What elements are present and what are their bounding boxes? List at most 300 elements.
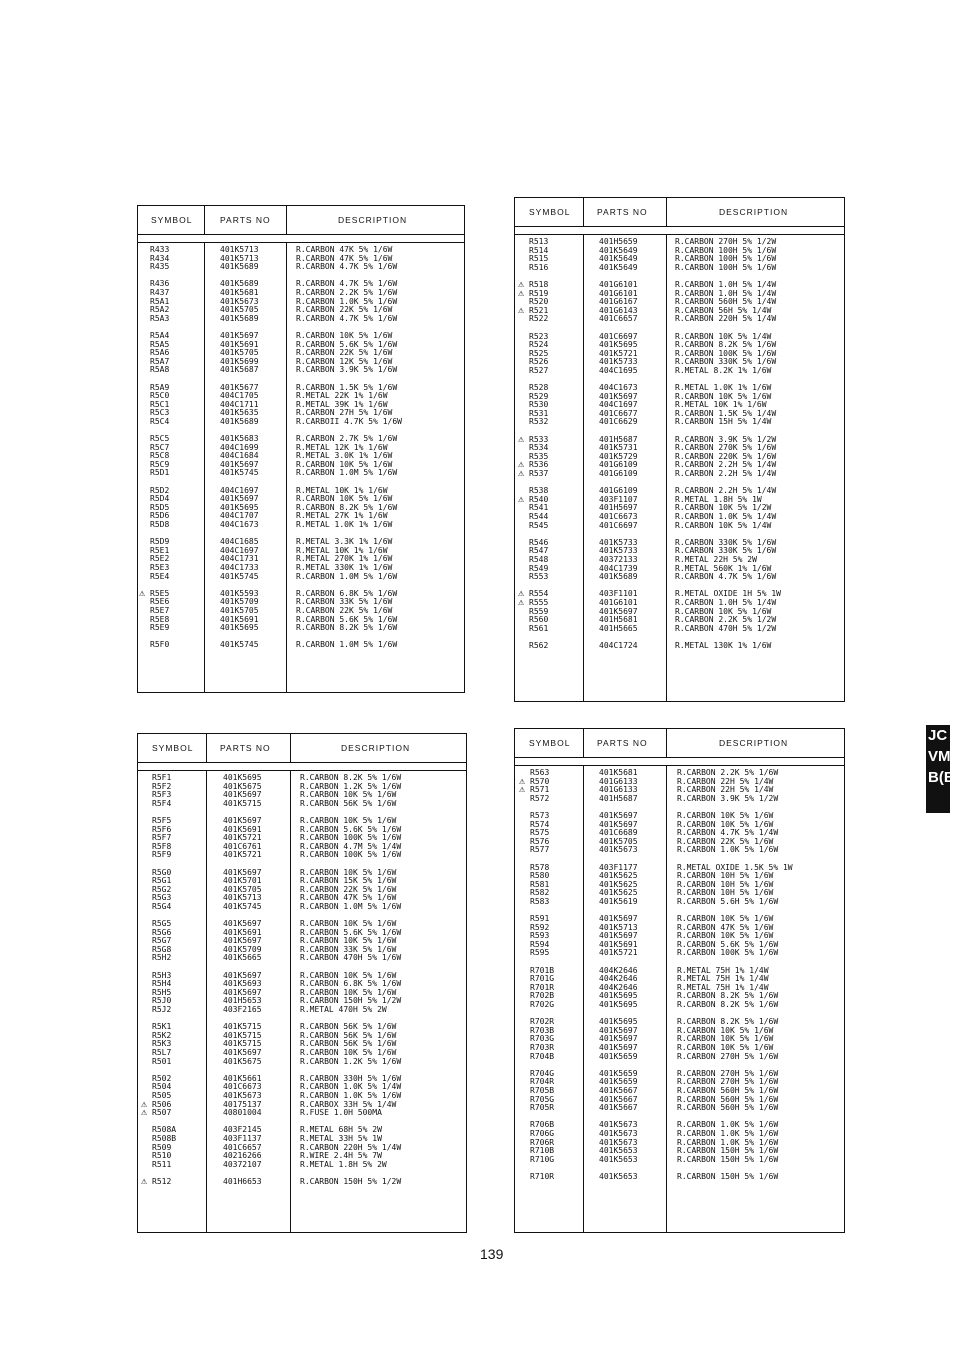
description-cell: R.CARBON 2.2H 5% 1/4W: [675, 469, 777, 479]
parts-no-cell: 403F1137: [223, 1133, 262, 1143]
symbol-cell: R5C7: [150, 442, 170, 452]
table-header: [515, 729, 844, 758]
table-row: [515, 1156, 844, 1165]
symbol-cell: R544: [529, 512, 549, 521]
description-cell: R.CARBON 1.0K 5% 1/6W: [677, 1120, 779, 1130]
parts-no-cell: 404C1685: [220, 537, 259, 547]
description-cell: R.CARBON 1.2K 5% 1/6W: [300, 1056, 402, 1066]
description-cell: R.CARBON 1.0H 5% 1/4W: [675, 597, 777, 607]
symbol-cell: R5F6: [152, 824, 172, 834]
description-cell: R.CARBON 1.0K 5% 1/6W: [677, 845, 779, 855]
parts-no-cell: 40216266: [223, 1151, 262, 1161]
description-cell: R.CARBON 100H 5% 1/6W: [675, 262, 777, 272]
description-cell: R.CARBON 5.6K 5% 1/6W: [300, 927, 402, 937]
parts-no-cell: 404C1684: [220, 451, 259, 461]
symbol-cell: R705R: [530, 1103, 555, 1113]
symbol-cell: R574: [530, 819, 550, 829]
symbol-cell: R5C1: [150, 399, 170, 409]
parts-no-cell: 401K5665: [223, 953, 262, 963]
parts-no-cell: 401K5699: [220, 356, 259, 366]
description-cell: R.CARBOII 4.7K 5% 1/6W: [296, 416, 402, 426]
description-cell: R.WIRE 2.4H 5% 7W: [300, 1151, 382, 1161]
parts-no-cell: 404C1697: [220, 485, 259, 495]
symbol-cell: R5A3: [150, 313, 170, 323]
parts-no-cell: 401K5697: [599, 819, 638, 829]
description-cell: R.CARBON 10K 5% 1/6W: [677, 1034, 774, 1044]
description-header: DESCRIPTION: [338, 215, 408, 225]
description-cell: R.METAL 75H 1% 1/4W: [677, 982, 769, 992]
description-cell: R.CARBON 56H 5% 1/4W: [675, 305, 772, 315]
description-cell: R.CARBON 100K 5% 1/6W: [300, 833, 402, 843]
parts-no-cell: 404C1697: [599, 400, 638, 410]
table-header: [515, 198, 844, 227]
side-tab: [926, 725, 964, 813]
symbol-cell: R5G6: [152, 927, 172, 937]
symbol-cell: R702B: [530, 991, 555, 1001]
parts-no-cell: 401C6761: [223, 841, 262, 851]
parts-no-cell: 401G6101: [599, 288, 638, 298]
parts-no-cell: 401H5687: [599, 793, 638, 803]
description-cell: R.CARBON 10K 5% 1/6W: [677, 810, 774, 820]
table-row: [515, 1104, 844, 1113]
description-cell: R.CARBON 10H 5% 1/6W: [677, 871, 774, 881]
symbol-cell: R511: [152, 1159, 172, 1169]
description-cell: R.CARBON 10K 5% 1/6W: [677, 1043, 774, 1052]
description-cell: R.METAL OXIDE 1H 5% 1W: [675, 589, 781, 599]
parts-no-cell: 401H5681: [599, 615, 638, 625]
symbol-cell: R594: [530, 939, 550, 949]
symbol-cell: R547: [529, 546, 549, 556]
parts-no-cell: 401K5691: [220, 339, 259, 349]
symbol-cell: R5D9: [150, 537, 170, 547]
symbol-cell: R533: [529, 434, 549, 444]
description-cell: R.METAL 560K 1% 1/6W: [675, 563, 772, 573]
parts-no-cell: 401K5659: [599, 1051, 638, 1061]
parts-no-cell: 401K5745: [220, 468, 259, 478]
parts-no-cell: 401H6653: [223, 1176, 262, 1186]
parts-no-cell: 404K2646: [599, 974, 638, 984]
symbol-cell: R537: [529, 469, 549, 479]
description-cell: R.METAL 10K 1% 1/6W: [296, 485, 388, 495]
symbol-cell: R706G: [530, 1128, 555, 1138]
description-cell: R.CARBON 2.2H 5% 1/4W: [675, 460, 777, 470]
symbol-cell: R580: [530, 871, 550, 881]
parts-no-cell: 404C1724: [599, 640, 638, 650]
table-row: [515, 573, 844, 582]
safety-warning-icon: ⚠: [141, 1098, 148, 1110]
symbol-cell: R562: [529, 640, 549, 650]
symbol-cell: R591: [530, 914, 550, 924]
description-cell: R.CARBON 22H 5% 1/4W: [677, 785, 774, 795]
parts-no-cell: 404C1733: [220, 562, 259, 572]
description-cell: R.CARBON 10K 5% 1/6W: [296, 330, 393, 340]
parts-no-cell: 403F1101: [599, 589, 638, 599]
table-row: [138, 1175, 466, 1187]
table-row: [515, 367, 844, 376]
symbol-cell: R5F4: [152, 798, 172, 808]
symbol-cell: R702R: [530, 1017, 555, 1027]
parts-no-header: PARTS NO: [597, 207, 648, 217]
symbol-cell: R528: [529, 383, 549, 393]
description-cell: R.CARBON 560H 5% 1/6W: [677, 1094, 779, 1104]
symbol-cell: R523: [529, 331, 549, 341]
parts-no-cell: 401K5619: [599, 896, 638, 906]
parts-no-cell: 401K5701: [223, 876, 262, 886]
description-cell: R.CARBON 10K 5% 1/6W: [300, 970, 397, 980]
description-cell: R.METAL 39K 1% 1/6W: [296, 399, 388, 409]
parts-no-cell: 401K5653: [599, 1171, 638, 1181]
parts-no-cell: 401K5705: [220, 305, 259, 315]
parts-no-cell: 401K5593: [220, 588, 259, 598]
symbol-cell: R705B: [530, 1085, 555, 1095]
symbol-cell: R548: [529, 554, 549, 564]
parts-no-cell: 401K5697: [599, 1025, 638, 1035]
description-cell: R.CARBON 10K 5% 1/6W: [675, 606, 772, 616]
table-row: [138, 800, 466, 809]
symbol-cell: R705G: [530, 1094, 555, 1104]
parts-no-cell: 401K5675: [223, 781, 262, 791]
symbol-cell: R5A7: [150, 356, 170, 366]
parts-no-cell: 404C1673: [220, 520, 259, 529]
safety-warning-icon: ⚠: [518, 596, 525, 608]
safety-warning-icon: ⚠: [519, 784, 526, 796]
symbol-cell: R5F5: [152, 815, 172, 825]
table-rows: [138, 246, 464, 650]
description-cell: R.METAL 75H 1% 1/4W: [677, 974, 769, 984]
description-cell: R.CARBON 4.7K 5% 1/6W: [296, 262, 398, 272]
description-cell: R.CARBON 10K 5% 1/6W: [300, 1048, 397, 1057]
description-cell: R.CARBON 27H 5% 1/6W: [296, 408, 393, 418]
parts-no-cell: 401G6133: [599, 785, 638, 795]
description-cell: R.CARBON 5.6K 5% 1/6W: [300, 824, 402, 834]
parts-no-cell: 401K5705: [599, 836, 638, 846]
description-cell: R.CARBON 10K 5% 1/2W: [675, 503, 772, 513]
description-cell: R.METAL 33H 5% 1W: [300, 1133, 382, 1143]
description-cell: R.METAL 1.0K 1% 1/6W: [296, 520, 393, 529]
description-header: DESCRIPTION: [341, 743, 411, 753]
description-cell: R.METAL 330K 1% 1/6W: [296, 562, 393, 572]
description-cell: R.CARBON 22K 5% 1/6W: [677, 836, 774, 846]
symbol-cell: R570: [530, 776, 550, 786]
parts-no-cell: 401K5709: [223, 944, 262, 954]
symbol-cell: R701G: [530, 974, 555, 984]
symbol-cell: R5F9: [152, 850, 172, 860]
table-row: [515, 418, 844, 427]
parts-no-cell: 401H5659: [599, 237, 638, 246]
symbol-cell: R5E7: [150, 605, 170, 615]
description-cell: R.CARBON 100K 5% 1/6W: [675, 348, 777, 358]
parts-no-cell: 401K5697: [220, 459, 259, 469]
symbol-header: SYMBOL: [529, 207, 571, 217]
parts-no-cell: 401K5687: [220, 365, 259, 375]
safety-warning-icon: ⚠: [518, 459, 525, 471]
parts-no-cell: 401K5709: [220, 597, 259, 607]
symbol-cell: R559: [529, 606, 549, 616]
parts-no-cell: 401K5695: [220, 623, 259, 633]
description-cell: R.CARBON 270K 5% 1/6W: [675, 443, 777, 453]
safety-warning-icon: ⚠: [518, 468, 525, 480]
parts-no-cell: 401K5681: [220, 287, 259, 297]
symbol-cell: R5E2: [150, 554, 170, 564]
symbol-cell: R501: [152, 1056, 172, 1066]
parts-no-cell: 401K5683: [220, 434, 259, 444]
description-cell: R.CARBON 8.2K 5% 1/6W: [296, 623, 398, 633]
table-rows: [138, 774, 466, 1187]
description-cell: R.CARBON 10K 5% 1/6W: [300, 867, 397, 877]
symbol-cell: R5D6: [150, 511, 170, 521]
description-cell: R.CARBON 10K 5% 1/6W: [677, 1025, 774, 1035]
description-cell: R.CARBON 220H 5% 1/4W: [300, 1142, 402, 1152]
symbol-cell: R525: [529, 348, 549, 358]
symbol-cell: R536: [529, 460, 549, 470]
parts-no-cell: 401K5697: [223, 987, 262, 997]
description-cell: R.CARBON 6.8K 5% 1/6W: [300, 979, 402, 989]
parts-no-cell: 401C6673: [599, 512, 638, 521]
symbol-header: SYMBOL: [152, 743, 194, 753]
description-cell: R.CARBON 33K 5% 1/6W: [300, 944, 397, 954]
symbol-cell: R527: [529, 365, 549, 375]
symbol-cell: R5L7: [152, 1048, 172, 1057]
parts-table-2: [514, 197, 845, 702]
table-row: [138, 903, 466, 912]
parts-no-cell: 401K5625: [599, 871, 638, 881]
parts-no-cell: 401K5733: [599, 546, 638, 556]
parts-no-cell: 401K5697: [599, 931, 638, 941]
description-cell: R.CARBON 47K 5% 1/6W: [677, 922, 774, 932]
symbol-cell: R5C3: [150, 408, 170, 418]
symbol-cell: R524: [529, 340, 549, 350]
symbol-cell: R5C8: [150, 451, 170, 461]
description-cell: R.CARBON 22K 5% 1/6W: [300, 884, 397, 894]
description-cell: R.CARBON 6.8K 5% 1/6W: [296, 588, 398, 598]
description-cell: R.CARBON 56K 5% 1/6W: [300, 1030, 397, 1040]
parts-no-cell: 403F2145: [223, 1125, 262, 1135]
description-cell: R.CARBON 56K 5% 1/6W: [300, 798, 397, 808]
parts-no-cell: 401K5697: [223, 815, 262, 825]
description-cell: R.FUSE 1.0H 500MA: [300, 1108, 382, 1118]
symbol-cell: R436: [150, 279, 170, 289]
parts-no-cell: 404C1707: [220, 511, 259, 521]
parts-no-cell: 401H5653: [223, 996, 262, 1006]
parts-no-cell: 401K5713: [220, 253, 259, 263]
symbol-cell: R520: [529, 297, 549, 307]
symbol-cell: R5G2: [152, 884, 172, 894]
table-row: [138, 1058, 466, 1067]
description-cell: R.CARBON 150H 5% 1/6W: [677, 1154, 779, 1164]
description-cell: R.CARBOX 33H 5% 1/4W: [300, 1099, 397, 1109]
parts-no-cell: 401K5697: [223, 936, 262, 946]
description-cell: R.CARBON 47K 5% 1/6W: [296, 245, 393, 254]
symbol-cell: R5D5: [150, 502, 170, 512]
safety-warning-icon: ⚠: [518, 287, 525, 299]
parts-no-cell: 401K5697: [223, 1048, 262, 1057]
symbol-cell: R554: [529, 589, 549, 599]
description-cell: R.CARBON 470H 5% 1/2W: [675, 623, 777, 633]
symbol-cell: R549: [529, 563, 549, 573]
parts-table-1: [137, 205, 465, 693]
table-rows: [515, 769, 844, 1182]
parts-no-cell: 401K5697: [223, 867, 262, 877]
symbol-cell: R526: [529, 357, 549, 367]
symbol-cell: R507: [152, 1108, 172, 1118]
symbol-cell: R5E5: [150, 588, 170, 598]
parts-no-cell: 401K5649: [599, 245, 638, 255]
description-cell: R.CARBON 2.2K 5% 1/6W: [677, 768, 779, 777]
parts-no-cell: 404C1695: [599, 365, 638, 375]
safety-warning-icon: ⚠: [518, 304, 525, 316]
symbol-cell: R710G: [530, 1154, 555, 1164]
description-cell: R.CARBON 4.7M 5% 1/4W: [300, 841, 402, 851]
description-cell: R.CARBON 47K 5% 1/6W: [296, 253, 393, 263]
parts-no-cell: 401K5715: [223, 798, 262, 808]
symbol-cell: R704B: [530, 1051, 555, 1061]
symbol-cell: R5E6: [150, 597, 170, 607]
parts-no-cell: 401K5733: [599, 537, 638, 547]
symbol-cell: R701B: [530, 965, 555, 975]
table-row: [515, 625, 844, 634]
symbol-cell: R704G: [530, 1068, 555, 1078]
parts-no-cell: 401K5673: [599, 1120, 638, 1130]
parts-no-cell: 401K5697: [599, 391, 638, 401]
parts-no-header: PARTS NO: [597, 738, 648, 748]
parts-no-cell: 401K5695: [599, 1000, 638, 1010]
table-row: [138, 315, 464, 324]
parts-no-cell: 401C6657: [223, 1142, 262, 1152]
symbol-cell: R5E4: [150, 571, 170, 581]
symbol-cell: R5A2: [150, 305, 170, 315]
table-row: [138, 469, 464, 478]
parts-no-cell: 401H5665: [599, 623, 638, 633]
symbol-cell: R706B: [530, 1120, 555, 1130]
symbol-cell: R518: [529, 279, 549, 289]
parts-no-cell: 401K5715: [223, 1022, 262, 1032]
parts-no-cell: 401K5695: [599, 340, 638, 350]
parts-no-cell: 404C1711: [220, 399, 259, 409]
parts-no-cell: 401K5689: [220, 313, 259, 323]
parts-no-cell: 401K5721: [223, 850, 262, 860]
parts-no-cell: 401K5675: [223, 1056, 262, 1066]
parts-no-cell: 404K2646: [599, 982, 638, 992]
symbol-cell: R583: [530, 896, 550, 906]
description-cell: R.CARBON 330K 5% 1/6W: [675, 546, 777, 556]
parts-no-cell: 401K5691: [220, 614, 259, 624]
parts-table-3: [137, 733, 467, 1233]
symbol-cell: R5K2: [152, 1030, 172, 1040]
table-row: [138, 624, 464, 633]
description-cell: R.CARBON 4.7K 5% 1/4W: [677, 828, 779, 838]
symbol-cell: R5G0: [152, 867, 172, 877]
symbol-cell: R578: [530, 862, 550, 872]
parts-no-cell: 401K5697: [220, 330, 259, 340]
page-number: 139: [480, 1246, 504, 1262]
parts-no-cell: 401G6143: [599, 305, 638, 315]
table-row: [138, 851, 466, 860]
description-cell: R.CARBON 330K 5% 1/6W: [675, 357, 777, 367]
symbol-cell: R555: [529, 597, 549, 607]
parts-no-cell: 40175137: [223, 1099, 262, 1109]
parts-no-cell: 404C1673: [599, 383, 638, 393]
symbol-cell: R545: [529, 520, 549, 530]
table-row: [515, 315, 844, 324]
symbol-cell: R5C0: [150, 391, 170, 401]
parts-no-cell: 401K5705: [220, 348, 259, 358]
description-cell: R.CARBON 8.2K 5% 1/6W: [677, 991, 779, 1001]
parts-no-cell: 401K5635: [220, 408, 259, 418]
symbol-cell: R5A8: [150, 365, 170, 375]
description-cell: R.CARBON 33K 5% 1/6W: [296, 597, 393, 607]
symbol-cell: R702G: [530, 1000, 555, 1010]
description-cell: R.CARBON 4.7K 5% 1/6W: [296, 279, 398, 289]
parts-no-cell: 401K5653: [599, 1146, 638, 1156]
description-cell: R.CARBON 2.7K 5% 1/6W: [296, 434, 398, 444]
parts-no-cell: 40801004: [223, 1108, 262, 1118]
description-cell: R.CARBON 10K 5% 1/6W: [300, 987, 397, 997]
side-tab-line: JC: [928, 727, 948, 744]
parts-no-cell: 401K5695: [599, 991, 638, 1001]
description-cell: R.METAL 12K 1% 1/6W: [296, 442, 388, 452]
symbol-cell: R506: [152, 1099, 172, 1109]
parts-no-cell: 401K5689: [220, 416, 259, 426]
parts-no-cell: 403F2165: [223, 1005, 262, 1015]
description-cell: R.CARBON 1.2K 5% 1/6W: [300, 781, 402, 791]
description-cell: R.METAL 22K 1% 1/6W: [296, 391, 388, 401]
description-cell: R.CARBON 8.2K 5% 1/6W: [677, 1000, 779, 1010]
parts-no-cell: 401K5715: [223, 1030, 262, 1040]
parts-no-cell: 401K5689: [599, 572, 638, 582]
parts-no-cell: 401K5689: [220, 262, 259, 272]
parts-no-cell: 401K5689: [220, 279, 259, 289]
parts-table-4: [514, 728, 845, 1233]
symbol-cell: R519: [529, 288, 549, 298]
description-cell: R.CARBON 1.0M 5% 1/6W: [300, 901, 402, 911]
table-header: [138, 734, 466, 763]
description-cell: R.METAL 3.0K 1% 1/6W: [296, 451, 393, 461]
description-cell: R.CARBON 100K 5% 1/6W: [300, 850, 402, 860]
description-cell: R.CARBON 56K 5% 1/6W: [300, 1022, 397, 1032]
parts-no-cell: 403F1177: [599, 862, 638, 872]
symbol-cell: R433: [150, 245, 170, 254]
description-cell: R.CARBON 2.2H 5% 1/4W: [675, 486, 777, 496]
symbol-cell: R5F1: [152, 773, 172, 782]
side-tab-line: VMB: [928, 748, 962, 765]
description-cell: R.CARBON 10K 5% 1/6W: [300, 919, 397, 929]
parts-no-cell: 401K5733: [599, 357, 638, 367]
description-cell: R.CARBON 270H 5% 1/6W: [677, 1051, 779, 1061]
symbol-cell: R513: [529, 237, 549, 246]
parts-no-cell: 401K5649: [599, 254, 638, 264]
parts-no-cell: 401K5697: [599, 1034, 638, 1044]
symbol-cell: R521: [529, 305, 549, 315]
symbol-cell: R582: [530, 888, 550, 898]
symbol-cell: R437: [150, 287, 170, 297]
description-cell: R.CARBON 10H 5% 1/6W: [677, 888, 774, 898]
parts-no-cell: 401K5697: [220, 494, 259, 504]
description-cell: R.METAL 22H 5% 2W: [675, 554, 757, 564]
table-rows: [515, 238, 844, 651]
parts-no-cell: 401K5673: [599, 1137, 638, 1147]
parts-no-cell: 403F1107: [599, 494, 638, 504]
description-cell: R.METAL 130K 1% 1/6W: [675, 640, 772, 650]
table-row: [138, 573, 464, 582]
symbol-cell: R5K3: [152, 1039, 172, 1049]
description-cell: R.CARBON 22K 5% 1/6W: [296, 305, 393, 315]
description-cell: R.METAL 470H 5% 2W: [300, 1005, 387, 1015]
parts-no-cell: 401K5625: [599, 888, 638, 898]
description-cell: R.CARBON 22H 5% 1/4W: [677, 776, 774, 786]
description-header: DESCRIPTION: [719, 738, 789, 748]
table-header: [138, 206, 464, 235]
description-cell: R.CARBON 3.9K 5% 1/2W: [677, 793, 779, 803]
